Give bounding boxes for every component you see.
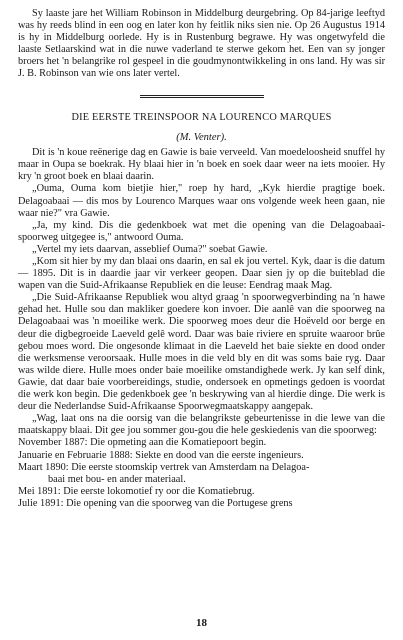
timeline-entry [18, 437, 385, 449]
article-paragraph: Dit is 'n koue reënerige dag en Gawie is baie verveeld. Van moedeloosheid snuffel hy maar in Oupa se boekrak. Hy blaai hier in 'n boek en soek daar weer na iets mooier. Hy kry 'n groot boek en blaai daarin. [18, 147, 385, 183]
timeline-entry [18, 498, 385, 510]
timeline-date: Januarie en Februarie 1888: [18, 449, 133, 461]
timeline-text: Siekte en dood van die eerste ingenieurs. [135, 449, 304, 461]
timeline-list [18, 437, 385, 510]
timeline-entry [18, 462, 385, 486]
timeline-continuation: baai met bou- en ander materiaal. [48, 473, 186, 485]
article-body [18, 147, 385, 437]
intro-paragraph: Sy laaste jare het William Robinson in Middelburg deurgebring. Op 84-jarige leeftyd was hy reeds blind in een oog en later kon hy feitlik niks sien nie. Op 26 Augustus 1914 is hy in Middelburg oorlede. Hy is in Rustenburg begrawe. Hy was ongetwyfeld die laaste Setlaarskind wat in die nuwe vaderland te sterwe gekom het. Een van sy jonger broers het 'n belangrike rol gespeel in die goudmynontwikkeling in ons land. Hy was sir J. B. Robinson van wie ons later vertel. [18, 8, 385, 80]
article-paragraph: „Die Suid-Afrikaanse Republiek wou altyd graag 'n spoorwegverbinding na 'n hawe gehad het. Hulle sou dan makliker goedere kon invoer. Die aanlê van die spoorweg na Delagoabaai was 'n moeilike werk. Die spoorweg moes deur die Hoëveld oor berge en deur die digbegroeide Laeveld gelê word. Daar was baie riviere en spruite waaroor brûe gebou moes word. Die ongesonde klimaat in die Laeveld het baie siekte en dood onder die werksmense veroorsaak. Hulle moes in die veld bly en dit was soms baie ryg. Daar was wilde diere. Hulle moes onder baie moeilike omstandighede werk. Jy kan self dink, Gawie, dat daar baie voorbereidings, studie, ondersoek en opmetings gedoen is voordat die werk kon begin. Die gedenkboek gee 'n beskrywing van al hierdie dinge. Die werk is deur die Nederlandse Suid-Afrikaanse Spoorwegmaatskappy aangepak. [18, 292, 385, 413]
timeline-text: Die opmeting aan die Komatiepoort begin. [90, 437, 267, 449]
article-paragraph: „Ja, my kind. Dis die gedenkboek wat met die opening van die Delagoabaai-spoorweg uitgegee is," antwoord Ouma. [18, 219, 385, 243]
timeline-entry [18, 450, 385, 462]
timeline-text: Die opening van die spoorweg van die Portugese grens [66, 497, 293, 509]
article-title: DIE EERSTE TREINSPOOR NA LOURENCO MARQUES [71, 112, 332, 124]
timeline-date: Julie 1891: [18, 497, 64, 509]
section-divider [140, 95, 264, 99]
timeline-date: November 1887: [18, 437, 88, 449]
article-paragraph: „Ouma, Ouma kom bietjie hier," roep hy hard, „Kyk hierdie pragtige boek. Delagoabaai — dis mos by Lourenco Marques waar ons volgende week heen gaan, nie waar nie?" vra Gawie. [18, 183, 385, 219]
timeline-date: Maart 1890: [18, 461, 69, 473]
timeline-date: Mei 1891: [18, 485, 61, 497]
article-author: (M. Venter). [176, 132, 227, 144]
document-page [18, 8, 385, 510]
timeline-text: Die eerste stoomskip vertrek van Amsterdam na Delagoa- [71, 461, 310, 473]
page-number: 18 [196, 617, 207, 629]
article-paragraph: „Wag, laat ons na die oorsig van die belangrikste gebeurtenisse in die lewe van die maatskappy blaai. Dit gee jou sommer gou-gou die hele geskiedenis van die spoorweg: [18, 413, 385, 437]
article-paragraph: „Vertel my iets daarvan, asseblief Ouma?" soebat Gawie. [32, 243, 268, 255]
article-paragraph: „Kom sit hier by my dan blaai ons daarin, en sal ek jou vertel. Kyk, daar is die datum — 1895. Dit is in daardie jaar vir verkeer geopen. Daar sien jy op die buiteblad die wapen van die Suid-Afrikaanse Republiek en die leuse: Eendrag maak Mag. [18, 256, 385, 292]
timeline-text: Die eerste lokomotief ry oor die Komatiebrug. [63, 485, 255, 497]
timeline-entry [18, 486, 385, 498]
